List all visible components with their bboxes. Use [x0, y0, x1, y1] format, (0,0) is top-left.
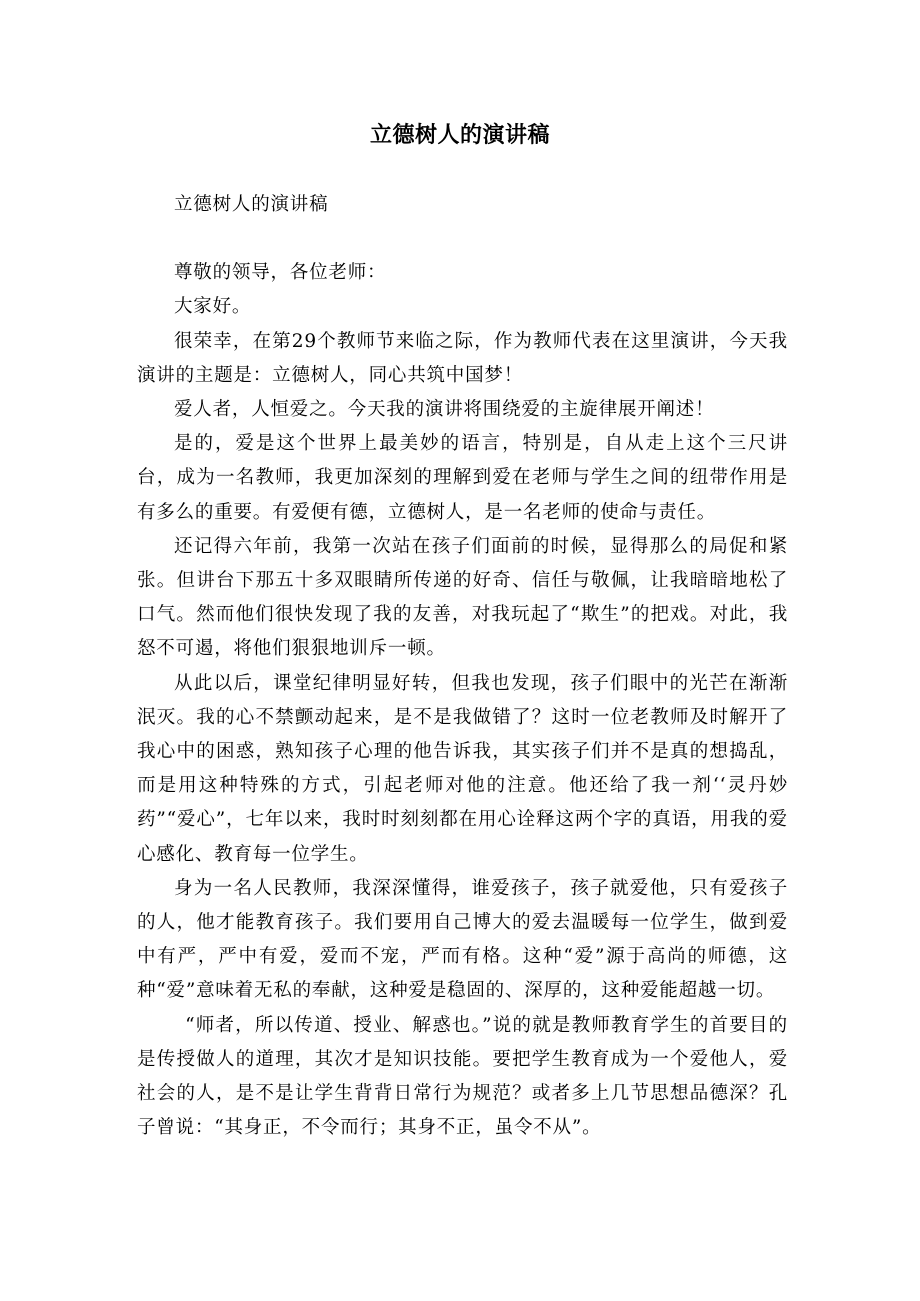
document-title: 立德树人的演讲稿 [369, 123, 550, 148]
paragraph-greeting: 大家好。 [174, 296, 252, 318]
paragraph-intro: 很荣幸，在第29个教师节来临之际，作为教师代表在这里演讲，今天我演讲的主题是：立德树人，同心共筑中国梦！ [137, 330, 788, 386]
document-subtitle: 立德树人的演讲稿 [174, 194, 329, 215]
paragraph-salutation: 尊敬的领导，各位老师： [174, 262, 387, 284]
document-body [137, 188, 788, 1145]
paragraph-teacher-quote: “师者，所以传道、授业、解惑也。”说的就是教师教育学生的首要目的是传授做人的道理，其次才是知识技能。要把学生教育成为一个爱他人，爱社会的人，是不是让学生背背日常行为规范？或者多上几节思想品德深？孔子曾说：“其身正，不令而行；其身不正，虽令不从”。 [137, 1014, 788, 1139]
paragraph-since-then: 从此以后，课堂纪律明显好转，但我也发现，孩子们眼中的光芒在渐渐泯灭。我的心不禁颤动起来，是不是我做错了？这时一位老教师及时解开了我心中的困惑，熟知孩子心理的他告诉我，其实孩子们并不是真的想捣乱，而是用这种特殊的方式，引起老师对他的注意。他还给了我一剂‘‘灵丹妙药”“爱心”，七年以来，我时时刻刻都在用心诠释这两个字的真语，用我的爱心感化、教育每一位学生。 [137, 672, 788, 865]
paragraph-people-teacher: 身为一名人民教师，我深深懂得，谁爱孩子，孩子就爱他，只有爱孩子的人，他才能教育孩子。我们要用自己博大的爱去温暖每一位学生，做到爱中有严，严中有爱，爱而不宠，严而有格。这种“爱”源于高尚的师德，这种“爱”意味着无私的奉献，这种爱是稳固的、深厚的，这种爱能超越一切。 [137, 877, 788, 1002]
paragraph-love-language: 是的，爱是这个世界上最美妙的语言，特别是，自从走上这个三尺讲台，成为一名教师，我更加深刻的理解到爱在老师与学生之间的纽带作用是有多么的重要。有爱便有德，立德树人，是一名老师的使命与责任。 [137, 433, 788, 523]
paragraph-theme: 爱人者，人恒爱之。今天我的演讲将围绕爱的主旋律展开阐述！ [174, 399, 715, 421]
paragraph-six-years-ago: 还记得六年前，我第一次站在孩子们面前的时候，显得那么的局促和紧张。但讲台下那五十多双眼睛所传递的好奇、信任与敬佩，让我暗暗地松了口气。然而他们很快发现了我的友善，对我玩起了“欺生”的把戏。对此，我怒不可遏，将他们狠狠地训斥一顿。 [137, 535, 788, 660]
